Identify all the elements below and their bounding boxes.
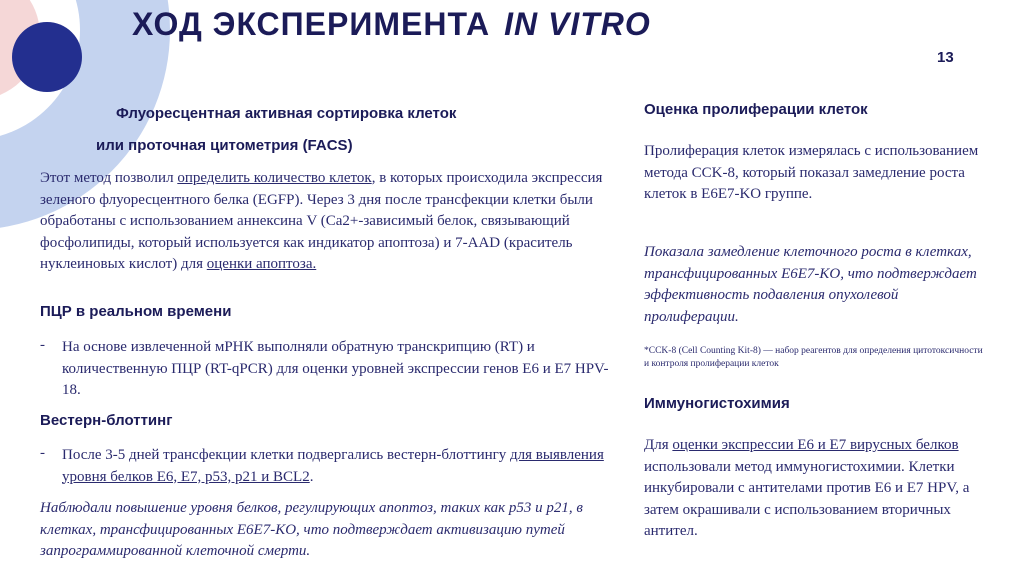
ihc-heading: Иммуногистохимия [644,395,790,412]
pcr-paragraph: На основе извлеченной мРНК выполняли обратную транскрипцию (RT) и количественную ПЦР (RT-qPCR) для оценки уровней экспрессии генов E6 и E7 HPV-18. [62,339,609,398]
conclusion-paragraph: Наблюдали повышение уровня белков, регулирующих апоптоз, таких как p53 и p21, в клетках, трансфицированных E6E7-KO, что подтверждает активизацию путей запрограммированной клеточной смерти. [40,500,583,559]
prolif-paragraph: Пролиферация клеток измерялась с использованием метода CCK-8, который показал замедление роста клеток в E6E7-KO группе. [644,143,979,202]
wb-paragraph [62,445,622,488]
facs-heading-line1: Флуоресцентная активная сортировка клеток [116,105,457,122]
footnote: *CCK-8 (Cell Counting Kit-8) — набор реагентов для определения цитотоксичности и контроля пролиферации клеток [644,346,983,369]
pcr-heading: ПЦР в реальном времени [40,303,232,320]
ihc-text: Для [644,437,673,453]
ihc-paragraph [644,435,1002,543]
pcr-bullet: - [40,337,45,353]
wb-bullet: - [40,445,45,461]
title-main: ХОД ЭКСПЕРИМЕНТА [132,6,491,42]
facs-heading-line2: или проточная цитометрия (FACS) [96,137,353,154]
wb-text: После 3-5 дней трансфекции клетки подвергались вестерн-блоттингу [62,447,511,463]
facs-link-count[interactable]: определить количество клеток [177,170,372,186]
ihc-text-cont: использовали метод иммуногистохимии. Клетки инкубировали с антителами против E6 и E7 HPV, а затем окрашивали с использованием вторичных антител. [644,458,970,539]
title-italic: IN VITRO [504,6,651,42]
slide-title [132,6,651,43]
page-number: 13 [937,49,954,66]
wb-link[interactable]: для выявления уровня белков E6, E7, p53, p21 и BCL2 [62,447,604,485]
facs-link-apoptosis[interactable]: оценки апоптоза. [206,256,317,272]
decorative-blue-dot [12,22,82,92]
wb-text-end: . [309,468,314,485]
facs-text-cont: , в которых происходила экспрессия зеленого флуоресцентного белка (EGFP). Через 3 дня после трансфекции клетки были обработаны с использованием аннексина V (Ca2+-зависимый белок, связывающий фосфолипиды, который используется как индикатор апоптоза) и 7-AAD (краситель нуклеиновых кислот) для [40,170,603,272]
facs-text: Этот метод позволил [40,170,178,186]
wb-heading: Вестерн-блоттинг [40,412,173,429]
prolif-italic-paragraph: Показала замедление клеточного роста в клетках, трансфицированных E6E7-KO, что подтверждает эффективность подавления опухолевой пролиферации. [644,244,977,325]
facs-paragraph [40,168,610,276]
ihc-link[interactable]: оценки экспрессии E6 и E7 вирусных белков [672,437,959,453]
prolif-heading: Оценка пролиферации клеток [644,101,868,118]
